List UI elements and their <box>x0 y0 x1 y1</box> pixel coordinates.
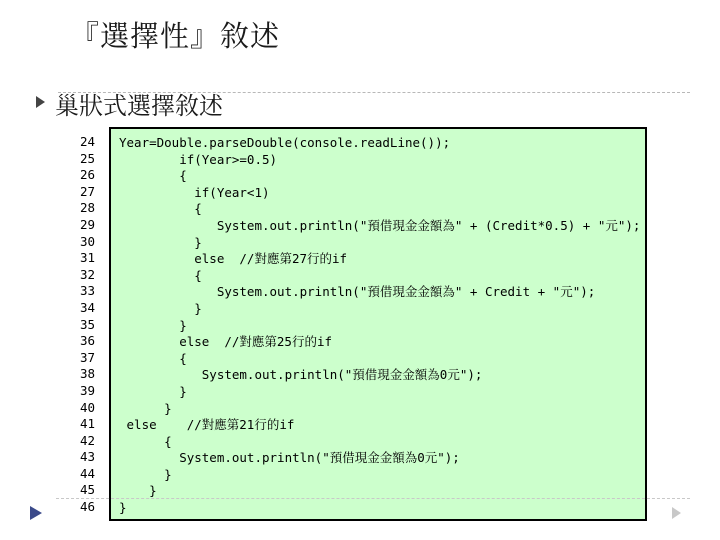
code-line: { <box>119 267 202 283</box>
code-line: else //對應第21行的if <box>119 417 295 433</box>
code-line: { <box>119 350 187 366</box>
code-line: else //對應第27行的if <box>119 251 348 267</box>
line-number: 30 <box>80 233 96 249</box>
slide-title: 『選擇性』敘述 <box>70 19 281 53</box>
line-number: 26 <box>80 167 96 183</box>
code-line: { <box>119 168 187 184</box>
line-number: 38 <box>80 366 96 382</box>
header-divider <box>58 92 690 93</box>
code-line: System.out.println("預借現金金額為" + Credit + "元"); <box>119 284 596 300</box>
line-numbers <box>80 134 95 516</box>
line-number: 41 <box>80 416 96 432</box>
line-number: 39 <box>80 382 96 398</box>
code-block <box>109 127 647 521</box>
line-number: 34 <box>80 299 96 315</box>
code-line: Year=Double.parseDouble(console.readLine()); <box>119 135 451 150</box>
line-number: 44 <box>80 465 96 481</box>
line-number-column <box>72 128 108 520</box>
line-number: 28 <box>80 200 96 216</box>
slide-subtitle: 巢狀式選擇敘述 <box>55 92 223 120</box>
line-number: 46 <box>80 499 96 515</box>
line-number: 42 <box>80 432 96 448</box>
line-number: 24 <box>80 134 96 149</box>
code-line: } <box>119 400 172 416</box>
code-line: { <box>119 201 202 217</box>
line-number: 45 <box>80 482 96 498</box>
code-line: { <box>119 433 172 449</box>
line-number: 37 <box>80 349 96 365</box>
line-number: 40 <box>80 399 96 415</box>
footer-divider <box>56 498 690 499</box>
nav-arrow-icon[interactable] <box>30 506 42 520</box>
code-line: System.out.println("預借現金金額為" + (Credit*0.5) + "元"); <box>119 217 641 233</box>
code-line: if(Year>=0.5) <box>119 151 278 167</box>
line-number: 32 <box>80 266 96 282</box>
code-line: System.out.println("預借現金金額為0元"); <box>119 450 460 466</box>
code-line: } <box>119 234 202 250</box>
footer-arrow-icon <box>672 507 681 519</box>
line-number: 29 <box>80 216 96 232</box>
line-number: 43 <box>80 449 96 465</box>
code-line: System.out.println("預借現金金額為0元"); <box>119 367 483 383</box>
line-number: 31 <box>80 250 96 266</box>
code-line: else //對應第25行的if <box>119 334 333 350</box>
line-number: 35 <box>80 316 96 332</box>
line-number: 27 <box>80 183 96 199</box>
code-line: } <box>119 466 172 482</box>
code-line: } <box>119 317 187 333</box>
code-line: } <box>119 300 202 316</box>
code-line: } <box>119 483 157 499</box>
code-line: } <box>119 383 187 399</box>
line-number: 36 <box>80 333 96 349</box>
line-number: 33 <box>80 283 96 299</box>
code-line: if(Year<1) <box>119 184 270 200</box>
line-number: 25 <box>80 150 96 166</box>
code-text <box>119 135 640 517</box>
code-line: } <box>119 500 127 516</box>
bullet-triangle-icon <box>36 96 45 108</box>
